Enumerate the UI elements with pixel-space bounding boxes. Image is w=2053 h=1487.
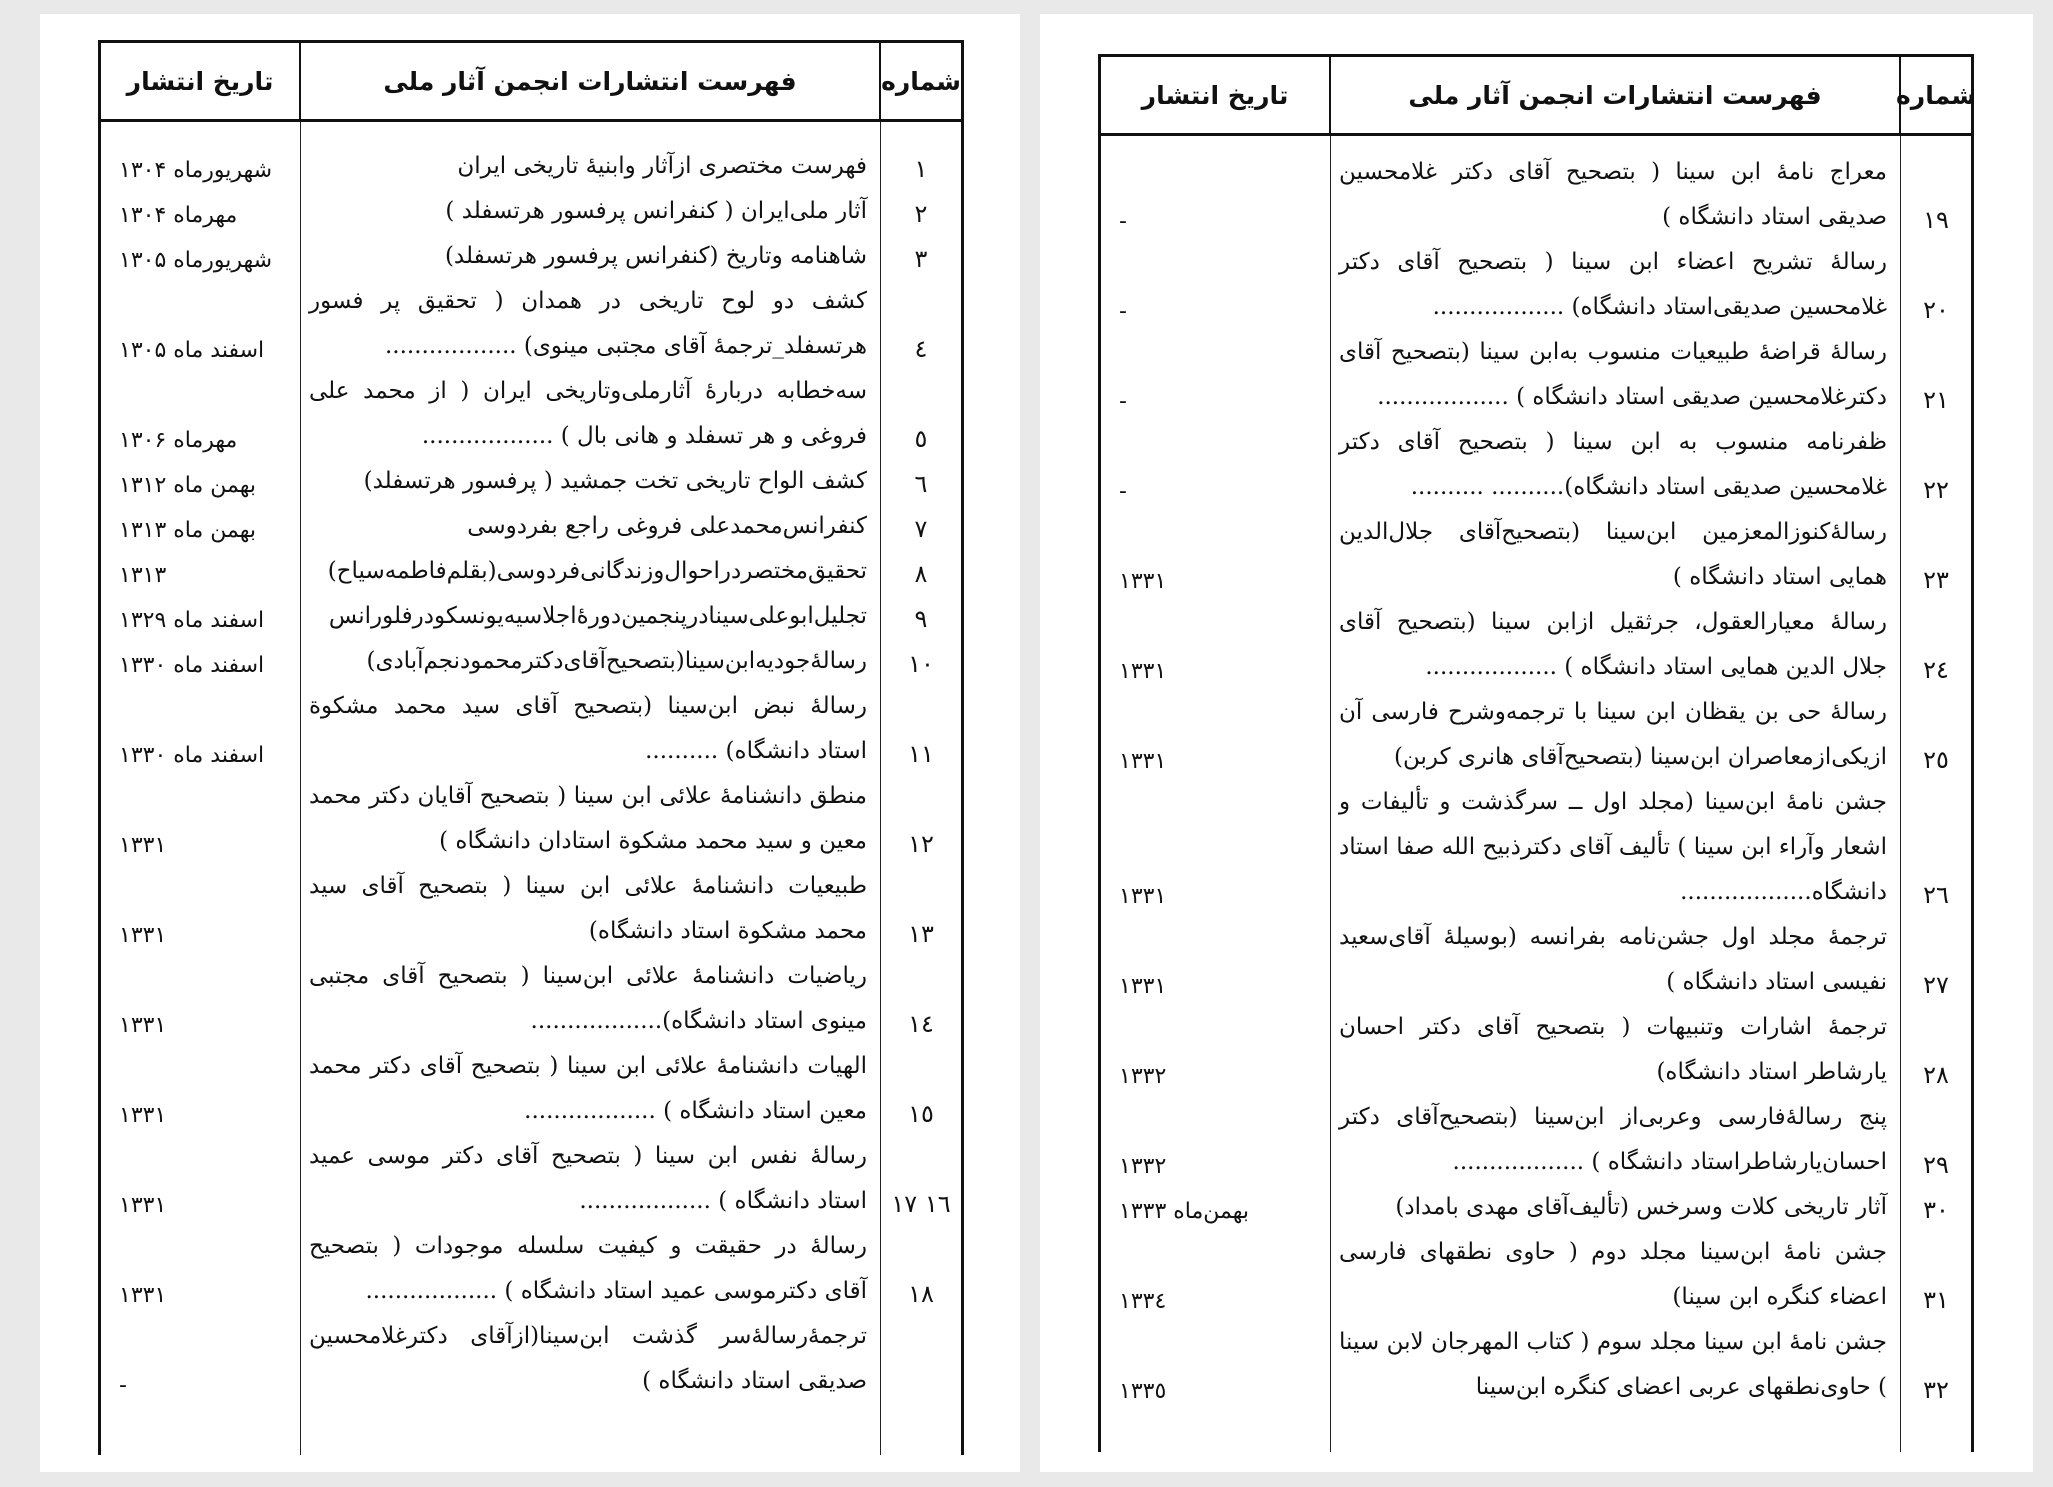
left-table-header bbox=[101, 43, 961, 122]
entry-row bbox=[101, 369, 961, 459]
entry-number: ۱٥ bbox=[908, 1100, 934, 1128]
entry-row bbox=[1101, 1095, 1971, 1185]
entry-row bbox=[101, 1134, 961, 1224]
entry-title: رسالهٔ در حقیقت و کیفیت سلسله موجودات ( بتصحیح آقای دکترموسی عمید استاد دانشگاه ) .................. bbox=[309, 1233, 867, 1304]
entry-title: ترجمهٔ‌رسالهٔ‌سر گذشت ابن‌سینا(ازآقای دکترغلامحسین صدیقی استاد دانشگاه ) bbox=[309, 1323, 867, 1394]
entry-date: ۱۳۳٤ bbox=[1119, 1289, 1167, 1314]
entry-date: ۱۳۳۱ bbox=[119, 1103, 167, 1128]
entry-row bbox=[1101, 1185, 1971, 1230]
entry-row bbox=[1101, 240, 1971, 330]
entry-number: ۲٦ bbox=[1923, 881, 1949, 909]
entry-number: ۲۹ bbox=[1923, 1151, 1949, 1179]
entry-row bbox=[1101, 690, 1971, 780]
entry-date: اسفند ماه ۱۳۳۰ bbox=[119, 653, 265, 678]
title-column-header: فهرست انتشارات انجمن آثار ملی bbox=[301, 43, 881, 119]
entry-title: کشف الواح تاریخی تخت جمشید ( پرفسور هرتسفلد) bbox=[363, 468, 867, 494]
entry-row bbox=[101, 594, 961, 639]
entry-row bbox=[101, 954, 961, 1044]
right-page bbox=[1040, 14, 2033, 1472]
entry-title: آثار ملی‌ایران ( کنفرانس پرفسور هرتسفلد ) bbox=[445, 198, 867, 224]
entry-row bbox=[1101, 600, 1971, 690]
entry-date: ۱۳۳۱ bbox=[119, 833, 167, 858]
entry-row bbox=[1101, 510, 1971, 600]
entry-title: ترجمهٔ اشارات وتنبیهات ( بتصحیح آقای دکتر احسان یارشاطر استاد دانشگاه) bbox=[1339, 1014, 1887, 1085]
entry-number: ۸ bbox=[914, 560, 928, 588]
left-table bbox=[98, 40, 964, 1455]
entry-row bbox=[1101, 780, 1971, 915]
entry-row bbox=[101, 684, 961, 774]
entry-row bbox=[1101, 150, 1971, 240]
title-column-header: فهرست انتشارات انجمن آثار ملی bbox=[1331, 57, 1901, 133]
entry-number: ۹ bbox=[914, 605, 928, 633]
entry-number: ۱٤ bbox=[908, 1010, 934, 1038]
entry-number: ۱۸ bbox=[908, 1280, 934, 1308]
entry-date: بهمن ماه ۱۳۱۲ bbox=[119, 473, 256, 498]
right-table-body bbox=[1101, 136, 1971, 1452]
entry-number: ۳۱ bbox=[1923, 1286, 1949, 1314]
entry-date: بهمن ماه ۱۳۱۳ bbox=[119, 518, 256, 543]
entry-title: طبیعیات دانشنامهٔ علائی ابن سینا ( بتصحیح آقای سید محمد مشکوة استاد دانشگاه) bbox=[309, 873, 867, 944]
entry-date: شهریورماه ۱۳۰۴ bbox=[119, 158, 273, 183]
entry-date: ۱۳۳۱ bbox=[1119, 974, 1167, 999]
left-table-body bbox=[101, 122, 961, 1455]
entry-number: ۱۰ bbox=[908, 650, 934, 678]
entry-title: الهیات دانشنامهٔ علائی ابن سینا ( بتصحیح آقای دکتر محمد معین استاد دانشگاه ) .................. bbox=[309, 1053, 867, 1124]
entry-title: رسالهٔ نفس ابن سینا ( بتصحیح آقای دکتر موسی عمید استاد دانشگاه ) .................. bbox=[309, 1143, 867, 1214]
entry-number: ۳۲ bbox=[1923, 1376, 1949, 1404]
entry-number: ۱۲ bbox=[908, 830, 934, 858]
entry-row bbox=[1101, 420, 1971, 510]
entry-date: - bbox=[1119, 209, 1127, 234]
entry-row bbox=[101, 1314, 961, 1404]
entry-title: رسالهٔ‌جودیه‌ابن‌سینا(بتصحیح‌آقای‌دکترمحمودنجم‌آبادی) bbox=[366, 648, 867, 674]
entry-title: ریاضیات دانشنامهٔ علائی ابن‌سینا ( بتصحیح آقای مجتبی مینوی استاد دانشگاه).................. bbox=[309, 963, 867, 1034]
entry-title: جشن نامهٔ ابن‌سینا مجلد دوم ( حاوی نطقهای فارسی اعضاء کنگره ابن سینا) bbox=[1339, 1239, 1887, 1310]
entry-number: ۳۰ bbox=[1923, 1196, 1949, 1224]
entry-title: رسالهٔ معیارالعقول، جرثقیل ازابن سینا (بتصحیح آقای جلال الدین همایی استاد دانشگاه ) .................. bbox=[1339, 609, 1887, 680]
entry-number: ۱۳ bbox=[908, 920, 934, 948]
number-column-header: شماره bbox=[1896, 80, 1976, 110]
entry-number: ۲ bbox=[914, 200, 928, 228]
entry-title: فهرست مختصری ازآثار وابنیهٔ تاریخی ایران bbox=[457, 153, 867, 179]
number-column-header: شماره bbox=[881, 66, 961, 96]
entry-date: مهرماه ۱۳۰۴ bbox=[119, 203, 238, 228]
entry-title: آثار تاریخی کلات وسرخس (تألیف‌آقای مهدی بامداد) bbox=[1395, 1194, 1887, 1220]
entry-number: ۱ bbox=[914, 155, 928, 183]
entry-date: ۱۳۳۱ bbox=[1119, 884, 1167, 909]
entry-title: شاهنامه وتاریخ (کنفرانس پرفسور هرتسفلد) bbox=[444, 243, 867, 269]
entry-date: مهرماه ۱۳۰۶ bbox=[119, 428, 238, 453]
entry-number: ۱۱ bbox=[908, 740, 934, 768]
entry-title: معراج نامهٔ ابن سینا ( بتصحیح آقای دکتر غلامحسین صدیقی استاد دانشگاه ) bbox=[1339, 159, 1887, 230]
entry-date: بهمن‌ماه ۱۳۳۳ bbox=[1119, 1199, 1250, 1224]
entry-title: پنج رسالهٔ‌فارسی وعربی‌از ابن‌سینا (بتصحیح‌آقای دکتر احسان‌یارشاطراستاد دانشگاه ) .................. bbox=[1339, 1104, 1887, 1175]
entry-number: ۲٥ bbox=[1923, 746, 1949, 774]
entry-date: ۱۳۱۳ bbox=[119, 563, 167, 588]
entry-row bbox=[1101, 1005, 1971, 1095]
entry-row bbox=[101, 864, 961, 954]
entry-date: ۱۳۳۱ bbox=[1119, 659, 1167, 684]
entry-title: تحقیق‌مختصردراحوال‌وزندگانی‌فردوسی(بقلم‌فاطمه‌سیاح) bbox=[327, 558, 867, 584]
entry-row bbox=[101, 144, 961, 189]
entry-number: ٥ bbox=[914, 425, 928, 453]
entry-row bbox=[101, 459, 961, 504]
entry-date: - bbox=[1119, 479, 1127, 504]
entry-date: شهریورماه ۱۳۰۵ bbox=[119, 248, 273, 273]
entry-number: ۱۹ bbox=[1923, 206, 1949, 234]
date-column-header: تاریخ انتشار bbox=[1101, 57, 1331, 133]
entry-title: رسالهٔ حی بن یقظان ابن سینا با ترجمه‌وشرح فارسی آن ازیکی‌ازمعاصران ابن‌سینا (بتصحیح‌آقای هانری کربن) bbox=[1339, 699, 1887, 770]
entry-title: تجلیل‌ابوعلی‌سینادرپنجمین‌دورهٔ‌اجلاسیه‌یونسکودرفلورانس bbox=[328, 603, 867, 629]
entry-row bbox=[101, 774, 961, 864]
entry-number: ۱٦ ۱۷ bbox=[891, 1190, 951, 1218]
right-table-header bbox=[1101, 57, 1976, 136]
entry-title: ترجمهٔ مجلد اول جشن‌نامه بفرانسه (بوسیلهٔ آقای‌سعید نفیسی استاد دانشگاه ) bbox=[1339, 924, 1887, 995]
entry-number: ۲۷ bbox=[1923, 971, 1949, 999]
entry-date: ۱۳۳۱ bbox=[119, 1283, 167, 1308]
entry-row bbox=[101, 504, 961, 549]
entry-row bbox=[101, 189, 961, 234]
left-entries bbox=[101, 144, 961, 1404]
entry-date: ۱۳۳۱ bbox=[119, 923, 167, 948]
entry-row bbox=[1101, 330, 1971, 420]
left-page bbox=[40, 14, 1020, 1472]
entry-date: اسفند ماه ۱۳۳۰ bbox=[119, 743, 265, 768]
entry-row bbox=[101, 639, 961, 684]
entry-number bbox=[881, 1398, 961, 1404]
entry-number: ۲۸ bbox=[1923, 1061, 1949, 1089]
entry-title: رسالهٔ تشریح اعضاء ابن سینا ( بتصحیح آقای دکتر غلامحسین صدیقی‌استاد دانشگاه) .................. bbox=[1339, 249, 1887, 320]
entry-title: ظفرنامه منسوب به ابن سینا ( بتصحیح آقای دکتر غلامحسین صدیقی استاد دانشگاه).......... .......... bbox=[1339, 429, 1887, 500]
entry-date: ۱۳۳۱ bbox=[119, 1193, 167, 1218]
entry-date: ۱۳۳۱ bbox=[119, 1013, 167, 1038]
entry-title: جشن نامهٔ ابن‌سینا (مجلد اول ــ سرگذشت و تألیفات و اشعار وآراء ابن سینا ) تألیف آقای دکترذبیح الله صفا استاد دانشگاه.................. bbox=[1339, 789, 1887, 905]
entry-title: رسالهٔ‌کنوزالمعزمین ابن‌سینا (بتصحیح‌آقای جلال‌الدین همایی استاد دانشگاه ) bbox=[1339, 519, 1887, 590]
entry-date: ۱۳۳۱ bbox=[1119, 569, 1167, 594]
entry-title: رسالهٔ قراضهٔ طبیعیات منسوب به‌ابن سینا (بتصحیح آقای دکترغلامحسین صدیقی استاد دانشگاه ) .................. bbox=[1339, 339, 1887, 410]
entry-row bbox=[101, 1044, 961, 1134]
entry-title: کشف دو لوح تاریخی در همدان ( تحقیق پر فسور هرتسفلد_ترجمهٔ آقای مجتبی مینوی) .................. bbox=[309, 288, 867, 359]
entry-row bbox=[101, 234, 961, 279]
entry-number: ۲٤ bbox=[1923, 656, 1949, 684]
entry-date: ۱۳۳٥ bbox=[1119, 1379, 1167, 1404]
entry-number: ۲۲ bbox=[1923, 476, 1949, 504]
entry-date: ۱۳۳۲ bbox=[1119, 1154, 1167, 1179]
entry-date: ۱۳۳۲ bbox=[1119, 1064, 1167, 1089]
entry-row bbox=[1101, 915, 1971, 1005]
entry-row bbox=[1101, 1320, 1971, 1410]
entry-title: کنفرانس‌محمدعلی فروغی راجع بفردوسی bbox=[467, 513, 867, 539]
entry-date: - bbox=[1119, 299, 1127, 324]
entry-number: ٤ bbox=[914, 335, 928, 363]
entry-number: ۷ bbox=[914, 515, 928, 543]
date-column-header: تاریخ انتشار bbox=[101, 43, 301, 119]
entry-number: ۲۰ bbox=[1923, 296, 1949, 324]
right-table bbox=[1098, 54, 1974, 1452]
entry-date: - bbox=[119, 1373, 127, 1398]
entry-date: اسفند ماه ۱۳۰۵ bbox=[119, 338, 265, 363]
entry-number: ۳ bbox=[914, 245, 928, 273]
entry-title: سه‌خطابه دربارهٔ آثارملی‌وتاریخی ایران ( از محمد علی فروغی و هر تسفلد و هانی بال ) .................. bbox=[309, 378, 867, 449]
entry-number: ۲۳ bbox=[1923, 566, 1949, 594]
entry-date: - bbox=[1119, 389, 1127, 414]
entry-row bbox=[101, 1224, 961, 1314]
entry-number: ۲۱ bbox=[1923, 386, 1949, 414]
entry-title: منطق دانشنامهٔ علائی ابن سینا ( بتصحیح آقایان دکتر محمد معین و سید محمد مشکوة استادان دانشگاه ) bbox=[309, 783, 867, 854]
entry-row bbox=[101, 549, 961, 594]
entry-title: رسالهٔ نبض ابن‌سینا (بتصحیح آقای سید محمد مشکوة استاد دانشگاه) .......... bbox=[309, 693, 867, 764]
entry-number: ٦ bbox=[914, 470, 928, 498]
entry-date: ۱۳۳۱ bbox=[1119, 749, 1167, 774]
entry-date: اسفند ماه ۱۳۲۹ bbox=[119, 608, 265, 633]
right-entries bbox=[1101, 150, 1971, 1410]
entry-title: جشن نامهٔ ابن سینا مجلد سوم ( کتاب المهرجان لابن سینا ) حاوی‌نطقهای عربی اعضای کنگره ابن‌سینا bbox=[1339, 1329, 1887, 1400]
entry-row bbox=[1101, 1230, 1971, 1320]
entry-row bbox=[101, 279, 961, 369]
